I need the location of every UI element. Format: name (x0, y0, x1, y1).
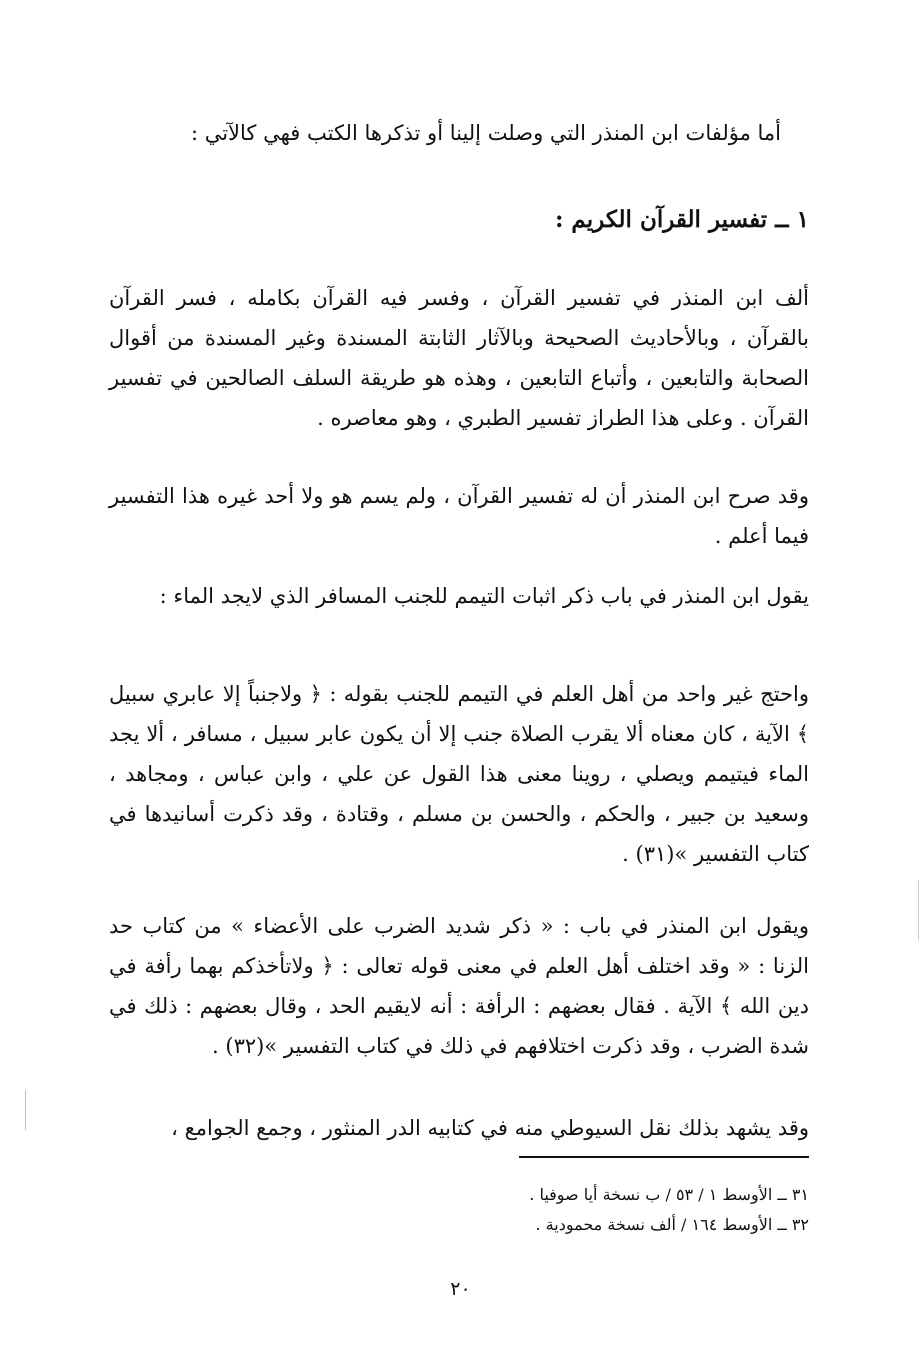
paragraph-2: وقد صرح ابن المنذر أن له تفسير القرآن ، ولم يسم هو ولا أحد غيره هذا التفسير فيما أعلم . (109, 484, 809, 548)
paragraph-6: وقد يشهد بذلك نقل السيوطي منه في كتابيه الدر المنثور ، وجمع الجوامع ، (171, 1116, 809, 1140)
page-number: ٢٠ (450, 1278, 471, 1300)
scan-edge-mark (25, 1090, 26, 1130)
footnote-divider (519, 1156, 809, 1158)
paragraph-1: ألف ابن المنذر في تفسير القرآن ، وفسر فيه القرآن بكامله ، فسر القرآن بالقرآن ، وبالأحاديث الصحيحة وبالآثار الثابتة المسندة وغير المسندة من أقوال الصحابة والتابعين ، وأتباع التابعين ، وهذه هو طريقة السلف الصالحين في تفسير القرآن . وعلى هذا الطراز تفسير الطبري ، وهو معاصره . (109, 286, 809, 430)
paragraph-4-quote: واحتج غير واحد من أهل العلم في التيمم للجنب بقوله : ﴿ ولاجنباً إلا عابري سبيل ﴾ الآية ، كان معناه ألا يقرب الصلاة جنب إلا أن يكون عابر سبيل ، مسافر ، ألا يجد الماء فيتيمم ويصلي ، روينا معنى هذا القول عن علي ، وابن عباس ، ومجاهد ، وسعيد بن جبير ، والحكم ، والحسن بن مسلم ، وقتادة ، وقد ذكرت أسانيدها في كتاب التفسير »(٣١) . (109, 682, 809, 866)
scan-edge-mark-right (918, 880, 919, 940)
intro-line: أما مؤلفات ابن المنذر التي وصلت إلينا أو تذكرها الكتب فهي كالآتي : (190, 121, 781, 145)
paragraph-3: يقول ابن المنذر في باب ذكر اثبات التيمم للجنب المسافر الذي لايجد الماء : (159, 584, 809, 608)
paragraph-5-quote: ويقول ابن المنذر في باب : « ذكر شديد الضرب على الأعضاء » من كتاب حد الزنا : « وقد اختلف أهل العلم في معنى قوله تعالى : ﴿ ولاتأخذكم بهما رأفة في دين الله ﴾ الآية . فقال بعضهم : الرأفة : أنه لايقيم الحد ، وقال بعضهم : ذلك في شدة الضرب ، وقد ذكرت اختلافهم في ذلك في كتاب التفسير »(٣٢) . (109, 914, 809, 1058)
footnotes (409, 1180, 809, 1240)
footnote-32: ٣٢ ــ الأوسط ١٦٤ / ألف نسخة محمودية . (535, 1215, 809, 1234)
footnote-31: ٣١ ــ الأوسط ١ / ٥٣ / ب نسخة أيا صوفيا . (529, 1185, 809, 1204)
section-heading: ١ ــ تفسير القرآن الكريم : (554, 206, 809, 233)
